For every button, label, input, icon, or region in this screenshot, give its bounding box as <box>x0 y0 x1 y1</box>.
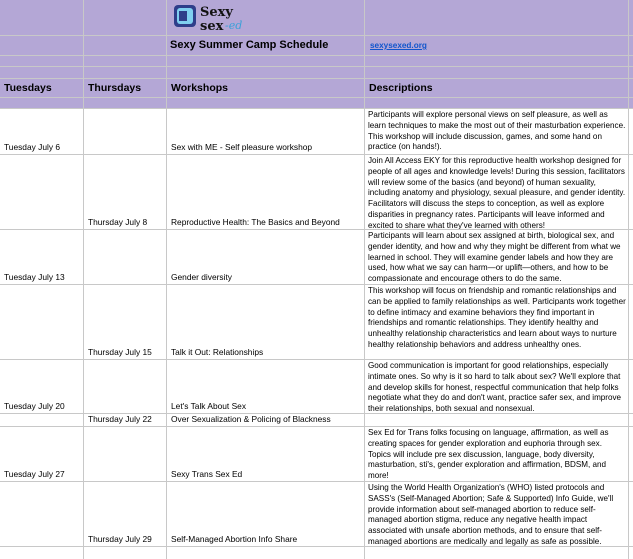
workshop-text: Self-Managed Abortion Info Share <box>171 534 298 544</box>
table-row <box>0 414 633 427</box>
link-cell[interactable] <box>365 36 629 55</box>
cell-tuesday[interactable] <box>0 155 84 229</box>
cell-workshop[interactable] <box>167 155 365 229</box>
header-cell-workshops[interactable] <box>167 79 365 97</box>
logo-cell[interactable] <box>167 0 365 35</box>
cell[interactable] <box>629 109 633 154</box>
workshop-text: Talk it Out: Relationships <box>171 347 264 357</box>
title-cell[interactable] <box>167 36 365 55</box>
cell-tuesday[interactable] <box>0 230 84 284</box>
cell-description[interactable] <box>365 414 629 426</box>
cell[interactable] <box>365 0 629 35</box>
cell[interactable] <box>0 547 84 559</box>
header-cell-thursdays[interactable] <box>84 79 167 97</box>
date-text: Tuesday July 20 <box>4 401 65 411</box>
table-row <box>0 482 633 547</box>
cell-thursday[interactable] <box>84 285 167 359</box>
cell-workshop[interactable] <box>167 230 365 284</box>
cell-description[interactable] <box>365 285 629 359</box>
table-row <box>0 547 633 559</box>
sexy-sex-ed-logo <box>173 2 263 32</box>
cell[interactable] <box>629 230 633 284</box>
cell-thursday[interactable] <box>84 427 167 481</box>
column-header: Tuesdays <box>4 82 52 94</box>
cell[interactable] <box>629 98 633 108</box>
date-text: Thursday July 8 <box>88 217 148 227</box>
svg-text:Sexy: Sexy <box>200 5 233 20</box>
cell[interactable] <box>629 67 633 78</box>
date-text: Thursday July 15 <box>88 347 152 357</box>
cell[interactable] <box>167 98 365 108</box>
description-text: Sex Ed for Trans folks focusing on language, affirmation, as well as creating spaces for gender exploration and euphoria through sex. Topics will include pre sex discussion, language, body diversity, masturbation, sti's, gender exploration and affirmation, BDSM, and more! <box>368 428 609 481</box>
cell-workshop[interactable] <box>167 482 365 546</box>
cell[interactable] <box>84 0 167 35</box>
cell[interactable] <box>0 67 84 78</box>
cell[interactable] <box>629 547 633 559</box>
cell[interactable] <box>629 56 633 66</box>
cell-thursday[interactable] <box>84 109 167 154</box>
table-row <box>0 285 633 360</box>
spacer-row <box>0 98 633 109</box>
cell[interactable] <box>365 56 629 66</box>
date-text: Thursday July 29 <box>88 534 152 544</box>
cell[interactable] <box>365 67 629 78</box>
cell[interactable] <box>0 56 84 66</box>
website-link[interactable]: sexysexed.org <box>370 41 427 50</box>
workshop-text: Sex with ME - Self pleasure workshop <box>171 142 313 152</box>
cell[interactable] <box>629 360 633 413</box>
cell-description[interactable] <box>365 230 629 284</box>
table-row <box>0 360 633 414</box>
cell-description[interactable] <box>365 109 629 154</box>
cell[interactable] <box>167 67 365 78</box>
cell[interactable] <box>629 36 633 55</box>
workshop-text: Sexy Trans Sex Ed <box>171 469 243 479</box>
cell-description[interactable] <box>365 360 629 413</box>
table-row <box>0 109 633 155</box>
date-text: Tuesday July 27 <box>4 469 65 479</box>
cell-thursday[interactable] <box>84 360 167 413</box>
svg-text:-ed: -ed <box>225 19 243 32</box>
date-text: Thursday July 22 <box>88 414 152 424</box>
cell-tuesday[interactable] <box>0 482 84 546</box>
cell-thursday[interactable] <box>84 155 167 229</box>
cell-description[interactable] <box>365 427 629 481</box>
description-text: This workshop will focus on friendship and romantic relationships and can be applied to family relationships as well. Participants work together to define intimacy and examine behaviors they find important in friendships and romantic relationships. They identify healthy and unhealthy relationship characteristics and learn about ways to nurture healthy relationship behaviors and address unhealthy ones. <box>368 286 626 349</box>
cell-workshop[interactable] <box>167 360 365 413</box>
cell[interactable] <box>167 547 365 559</box>
cell[interactable] <box>167 56 365 66</box>
cell[interactable] <box>629 79 633 97</box>
page-title: Sexy Summer Camp Schedule <box>170 39 329 51</box>
column-header: Descriptions <box>369 82 433 94</box>
cell-workshop[interactable] <box>167 285 365 359</box>
svg-text:sex: sex <box>200 19 224 32</box>
cell[interactable] <box>629 427 633 481</box>
cell[interactable] <box>629 285 633 359</box>
cell-description[interactable] <box>365 155 629 229</box>
cell-tuesday[interactable] <box>0 360 84 413</box>
header-cell-tuesdays[interactable] <box>0 79 84 97</box>
cell[interactable] <box>0 36 84 55</box>
spacer-row <box>0 67 633 79</box>
logo-row <box>0 0 633 36</box>
workshop-text: Let's Talk About Sex <box>171 401 247 411</box>
cell[interactable] <box>365 547 629 559</box>
description-text: Join All Access EKY for this reproductive health workshop designed for people of all ages and knowledge levels! During this session, facilitators will review some of the basics (and beyond) of human sexuality, including anatomy and physiology, sexual pleasure, and gender identity. Facilitators will discuss the steps to conception, as well as explore disparities in pregnancy rates. Participants will leave informed and excited to share what they've learned with others! <box>368 156 626 229</box>
description-text: Using the World Health Organization's (WHO) listed protocols and SASS's (Self-Managed Abortion; Safe & Supported) Info Guide, we'll provide information about self-managed abortion to reduce self-managed abortion stigma, reduce any negative health impact associated with unsafe abortion methods, and to ensure that self-managed abortions are medically and legally as safe as possible. <box>368 483 614 546</box>
title-row <box>0 36 633 56</box>
cell[interactable] <box>629 155 633 229</box>
table-row <box>0 155 633 230</box>
cell[interactable] <box>365 98 629 108</box>
workshop-text: Gender diversity <box>171 272 232 282</box>
cell-tuesday[interactable] <box>0 414 84 426</box>
cell-description[interactable] <box>365 482 629 546</box>
spacer-row <box>0 56 633 67</box>
cell[interactable] <box>84 67 167 78</box>
cell-workshop[interactable] <box>167 414 365 426</box>
cell[interactable] <box>0 0 84 35</box>
cell[interactable] <box>629 414 633 426</box>
cell[interactable] <box>84 98 167 108</box>
cell-tuesday[interactable] <box>0 427 84 481</box>
cell[interactable] <box>0 98 84 108</box>
description-text: Participants will explore personal views on self pleasure, as well as learn techniques to make the most out of their masturbation experience. This workshop will include discussion, games, and some hand on practice (on hands!). <box>368 110 626 152</box>
cell[interactable] <box>84 36 167 55</box>
column-header-row <box>0 79 633 98</box>
cell-thursday[interactable] <box>84 482 167 546</box>
description-text: Good communication is important for good relationships, especially intimate ones. So why is it so hard to talk about sex? We'll explore that and develop skills for honest, respectful communication that help folks negotiate what they do and don't want, practice safer sex, and improve their relationships, both sexual and nonsexual. <box>368 361 622 413</box>
cell-workshop[interactable] <box>167 109 365 154</box>
cell[interactable] <box>84 56 167 66</box>
cell-tuesday[interactable] <box>0 109 84 154</box>
date-text: Tuesday July 6 <box>4 142 61 152</box>
cell-thursday[interactable] <box>84 414 167 426</box>
cell-thursday[interactable] <box>84 230 167 284</box>
date-text: Tuesday July 13 <box>4 272 65 282</box>
column-header: Thursdays <box>88 82 142 94</box>
workshop-text: Reproductive Health: The Basics and Beyond <box>171 217 340 227</box>
cell[interactable] <box>84 547 167 559</box>
cell[interactable] <box>629 482 633 546</box>
cell[interactable] <box>629 0 633 35</box>
table-row <box>0 230 633 285</box>
cell-tuesday[interactable] <box>0 285 84 359</box>
description-text: Participants will learn about sex assigned at birth, biological sex, and gender identity, and how and why they might be different from what we learned in school. They will examine gender labels and how they are used, how what we say can harm—or uplift—others, and how to be compassionate and encourage others to do the same. <box>368 231 621 284</box>
column-header: Workshops <box>171 82 228 94</box>
cell-workshop[interactable] <box>167 427 365 481</box>
header-cell-descriptions[interactable] <box>365 79 629 97</box>
workshop-text: Over Sexualization & Policing of Blackness <box>171 414 331 424</box>
table-row <box>0 427 633 482</box>
